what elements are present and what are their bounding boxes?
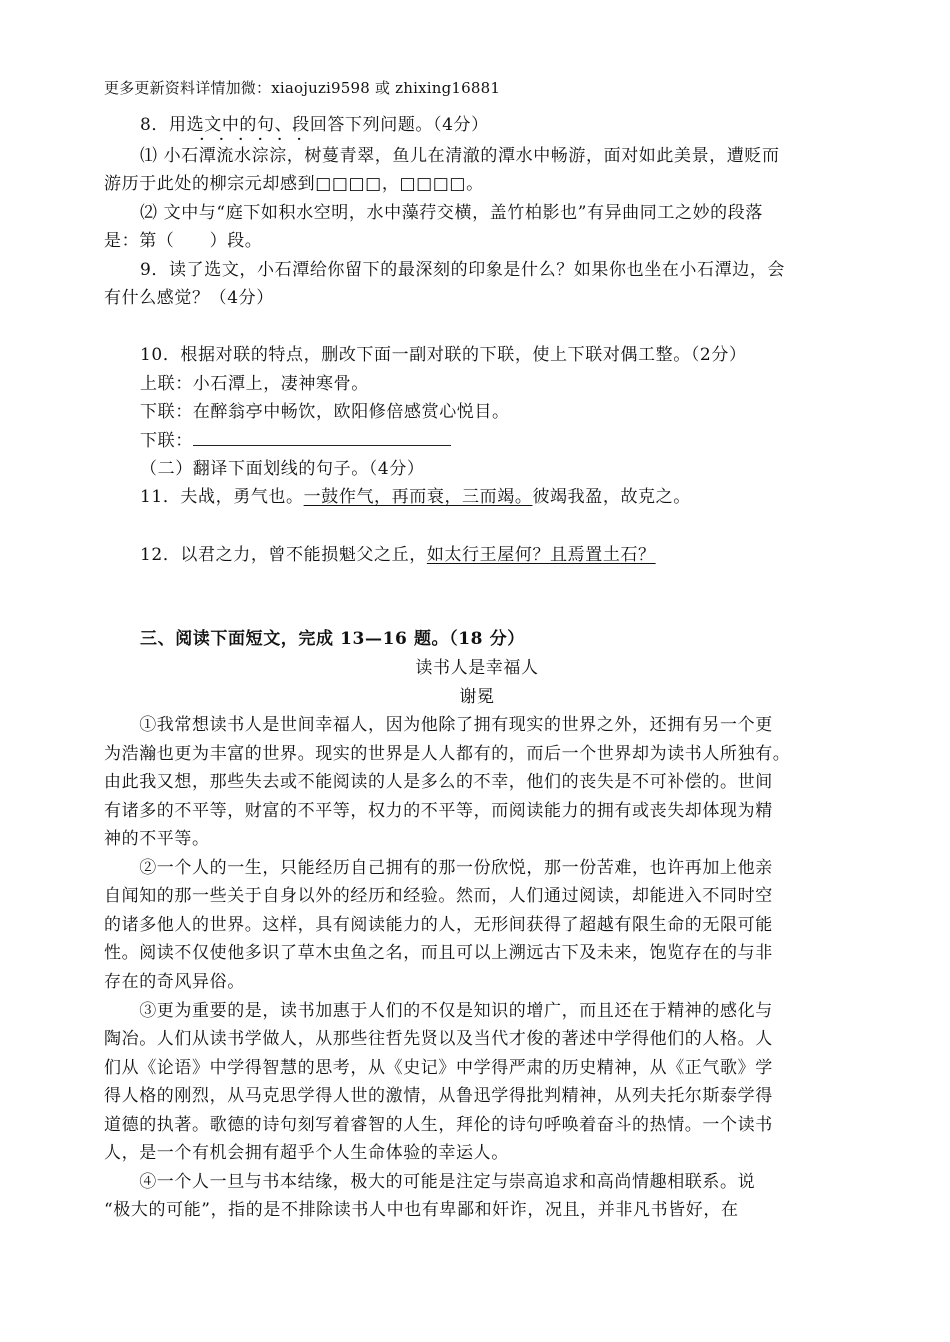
q11-underlined: 一鼓作气，再而衰，三而竭。 <box>303 487 533 507</box>
q11-pre: 11．夫战，勇气也。 <box>140 487 304 507</box>
article-line: 神的不平等。 <box>104 829 210 850</box>
article-line: 为浩瀚也更为丰富的世界。现实的世界是人人都有的，而后一个世界却为读书人所独有。 <box>104 743 791 764</box>
article-line: 存在的奇风异俗。 <box>104 971 245 992</box>
q12-underlined: 如太行王屋何？且焉置土石？ <box>426 545 656 565</box>
article-line: ①我常想读书人是世间幸福人，因为他除了拥有现实的世界之外，还拥有另一个更 <box>104 715 773 735</box>
article-line: 自闻知的那一些关于自身以外的经历和经验。然而，人们通过阅读，却能进入不同时空 <box>104 886 773 907</box>
q10-answer-blank[interactable] <box>193 431 451 446</box>
article-line: 由此我又想，那些失去或不能阅读的人是多么的不幸，他们的丧失是不可补偿的。世间 <box>104 772 773 793</box>
article-line: 陶冶。人们从读书学做人，从那些往哲先贤以及当代才俊的著述中学得他们的人格。人 <box>104 1029 773 1050</box>
header-note: 更多更新资料详情加微：xiaojuzi9598 或 zhixing16881 <box>104 79 501 97</box>
q8-stem: 8．用选文中的句、段回答下列问题。（4分） <box>140 115 489 135</box>
q10-upper-couplet: 上联：小石潭上，凄神寒骨。 <box>140 374 369 394</box>
q9-line2: 有什么感觉？（4分） <box>104 288 274 308</box>
article-line: 人，是一个有机会拥有超乎个人生命体验的幸运人。 <box>104 1143 509 1164</box>
q9-line1: 9．读了选文，小石潭给你留下的最深刻的印象是什么？如果你也坐在小石潭边，会 <box>140 260 786 280</box>
article-author: 谢冕 <box>459 687 495 707</box>
article-line: 道德的执著。歌德的诗句刻写着睿智的人生，拜伦的诗句呼唤着奋斗的热情。一个读书 <box>104 1114 773 1135</box>
q12 <box>140 543 886 567</box>
q10-lower-couplet: 下联：在醉翁亭中畅饮，欧阳修倍感赏心悦目。 <box>140 402 510 422</box>
q10-answer-line <box>140 429 886 453</box>
article-line: ②一个人的一生，只能经历自己拥有的那一份欣悦，那一份苦难，也许再加上他亲 <box>104 857 773 878</box>
section2-heading: （二）翻译下面划线的句子。（4分） <box>140 459 425 479</box>
q8-part2-line1: ⑵ 文中与“庭下如积水空明，水中藻荇交横，盖竹柏影也”有异曲同工之妙的段落 <box>140 203 763 223</box>
q8-part1-line2: 游历于此处的柳宗元却感到□□□□，□□□□。 <box>104 174 484 194</box>
emphasis-dots: · · · · · · <box>199 129 306 150</box>
section3-heading: 三、阅读下面短文，完成 13—16 题。（18 分） <box>140 629 525 649</box>
q11 <box>140 485 886 509</box>
article-line: 有诸多的不平等，财富的不平等，权力的不平等，而阅读能力的拥有或丧失却体现为精 <box>104 800 773 821</box>
article-line: ③更为重要的是，读书加惠于人们的不仅是知识的增广，而且还在于精神的感化与 <box>104 1000 773 1021</box>
q10-stem: 10．根据对联的特点，删改下面一副对联的下联，使上下联对偶工整。（2分） <box>140 345 747 365</box>
article-line: “极大的可能”，指的是不排除读书人中也有卑鄙和奸诈，况且，并非凡书皆好，在 <box>104 1200 739 1221</box>
q12-pre: 12．以君之力，曾不能损魁父之丘， <box>140 545 427 565</box>
article-line: 们从《论语》中学得智慧的思考，从《史记》中学得严肃的历史精神，从《正气歌》学 <box>104 1057 773 1078</box>
article-title: 读书人是幸福人 <box>415 658 539 678</box>
article-line: 性。阅读不仅使他多识了草木虫鱼之名，而且可以上溯远古下及未来，饱览存在的与非 <box>104 943 773 964</box>
q11-post: 彼竭我盈，故克之。 <box>532 487 691 507</box>
q10-answer-label: 下联： <box>140 431 193 451</box>
article-line: ④一个人一旦与书本结缘，极大的可能是注定与崇高追求和高尚情趣相联系。说 <box>104 1171 756 1192</box>
article-line: 的诸多他人的世界。这样，具有阅读能力的人，无形间获得了超越有限生命的无限可能 <box>104 914 773 935</box>
article-line: 得人格的刚烈，从马克思学得人世的激情，从鲁迅学得批判精神，从列夫托尔斯泰学得 <box>104 1086 773 1107</box>
q8-part1-line1: ⑴ 小石潭流水淙淙，树蔓青翠，鱼儿在清澈的潭水中畅游，面对如此美景，遭贬而 <box>140 146 780 166</box>
q8-part2-line2: 是：第（ ）段。 <box>104 231 263 251</box>
